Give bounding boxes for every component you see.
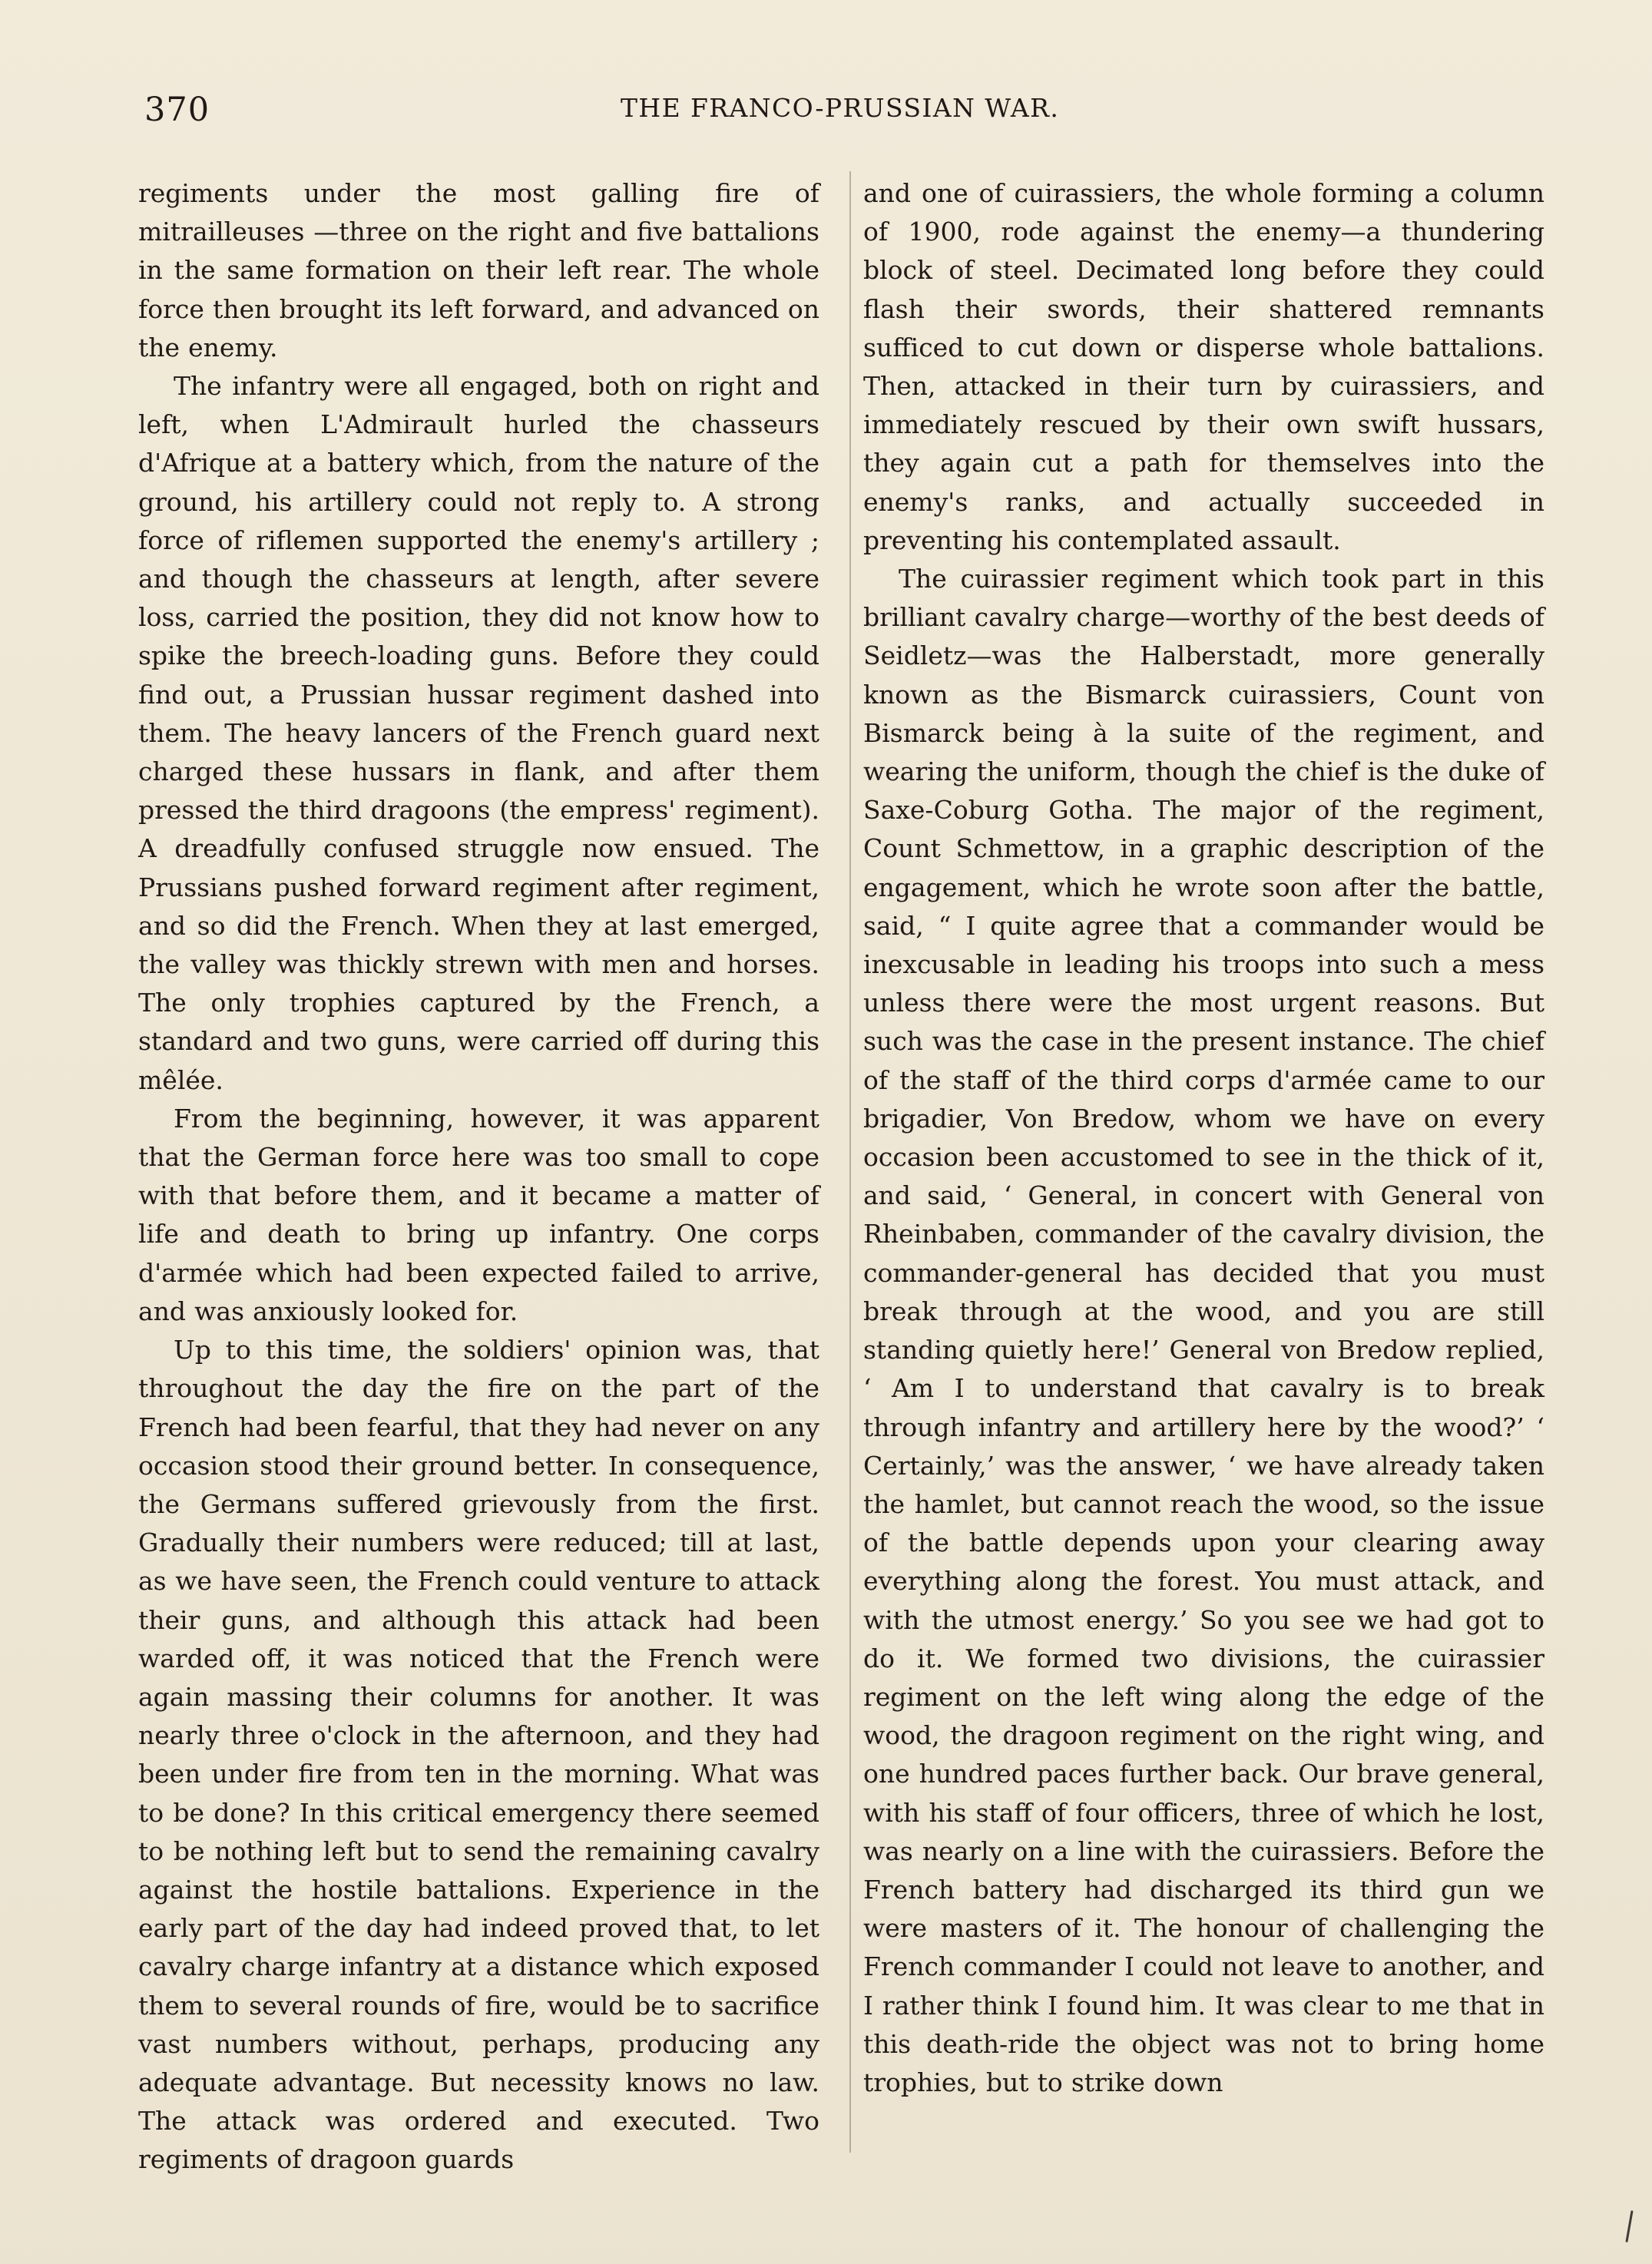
page-header <box>144 91 1592 137</box>
left-paragraph-4: Up to this time, the soldiers' opinion was, that throughout the day the fire on the part of the French had been fearful, that they had never on any occasion stood their ground better. In consequence, the Germans suffered grievously from the first. Gradually their numbers were reduced; till at last, as we have seen, the French could venture to attack their guns, and although this attack had been warded off, it was noticed that the French were again massing their columns for another. It was nearly three o'clock in the afternoon, and they had been under fire from ten in the morning. What was to be done? In this critical emergency there seemed to be nothing left but to send the remaining cavalry against the hostile battalions. Experience in the early part of the day had indeed proved that, to let cavalry charge infantry at a distance which exposed them to several rounds of fire, would be to sacrifice vast numbers without, perhaps, producing any adequate advantage. But necessity knows no law. The attack was ordered and executed. Two regiments of dragoon guards <box>138 1335 819 2175</box>
column-divider <box>849 171 851 2153</box>
left-paragraph-2: The infantry were all engaged, both on right and left, when L'Admirault hurled the chasseurs d'Afrique at a battery which, from the nature of the ground, his artillery could not reply to. A strong force of riflemen supported the enemy's artillery ; and though the chasseurs at length, after severe loss, carried the position, they did not know how to spike the breech-loading guns. Before they could find out, a Prussian hussar regiment dashed into them. The heavy lancers of the French guard next charged these hussars in flank, and after them pressed the third dragoons (the empress' regiment). A dreadfully confused struggle now ensued. The Prussians pushed forward regiment after regiment, and so did the French. When they at last emerged, the valley was thickly strewn with men and horses. The only trophies captured by the French, a standard and two guns, were carried off during this mêlée. <box>138 371 819 1095</box>
page-number: 370 <box>144 91 210 129</box>
right-column <box>863 174 1544 2148</box>
right-paragraph-2: The cuirassier regiment which took part in this brilliant cavalry charge—worthy of the best deeds of Seidletz—was the Halberstadt, more generally known as the Bismarck cuirassiers, Count von Bismarck being à la suite of the regiment, and wearing the uniform, though the chief is the duke of Saxe-Coburg Gotha. The major of the regiment, Count Schmettow, in a graphic description of the engagement, which he wrote soon after the battle, said, “ I quite agree that a commander would be inexcusable in leading his troops into such a mess unless there were the most urgent reasons. But such was the case in the present instance. The chief of the staff of the third corps d'armée came to our brigadier, Von Bredow, whom we have on every occasion been accustomed to see in the thick of it, and said, ‘ General, in concert with General von Rheinbaben, commander of the cavalry division, the commander-general has decided that you must break through at the wood, and you are still standing quietly here!’ General von Bredow replied, ‘ Am I to understand that cavalry is to break through infantry and artillery here by the wood?’ ‘ Certainly,’ was the answer, ‘ we have already taken the hamlet, but cannot reach the wood, so the issue of the battle depends upon your clearing away everything along the forest. You must attack, and with the utmost energy.’ So you see we had got to do it. We formed two divisions, the cuirassier regiment on the left wing along the edge of the wood, the dragoon regiment on the right wing, and one hundred paces further back. Our brave general, with his staff of four officers, three of which he lost, was nearly on a line with the cuirassiers. Before the French battery had discharged its third gun we were masters of it. The honour of challenging the French commander I could not leave to another, and I rather think I found him. It was clear to me that in this death-ride the object was not to bring home trophies, but to strike down <box>863 564 1544 2097</box>
left-column <box>138 174 819 2175</box>
margin-mark <box>1625 2210 1633 2242</box>
left-paragraph-1: regiments under the most galling fire of mitrailleuses —three on the right and five battalions in the same formation on their left rear. The whole force then brought its left forward, and advanced on the enemy. <box>138 178 819 362</box>
right-paragraph-1: and one of cuirassiers, the whole forming a column of 1900, rode against the enemy—a thundering block of steel. Decimated long before they could flash their swords, their shattered remnants sufficed to cut down or disperse whole battalions. Then, attacked in their turn by cuirassiers, and immediately rescued by their own swift hussars, they again cut a path for themselves into the enemy's ranks, and actually succeeded in preventing his contemplated assault. <box>863 178 1544 555</box>
left-paragraph-3: From the beginning, however, it was apparent that the German force here was too small to cope with that before them, and it became a matter of life and death to bring up infantry. One corps d'armée which had been expected failed to arrive, and was anxiously looked for. <box>138 1103 819 1326</box>
running-title: THE FRANCO-PRUSSIAN WAR. <box>621 93 1060 123</box>
